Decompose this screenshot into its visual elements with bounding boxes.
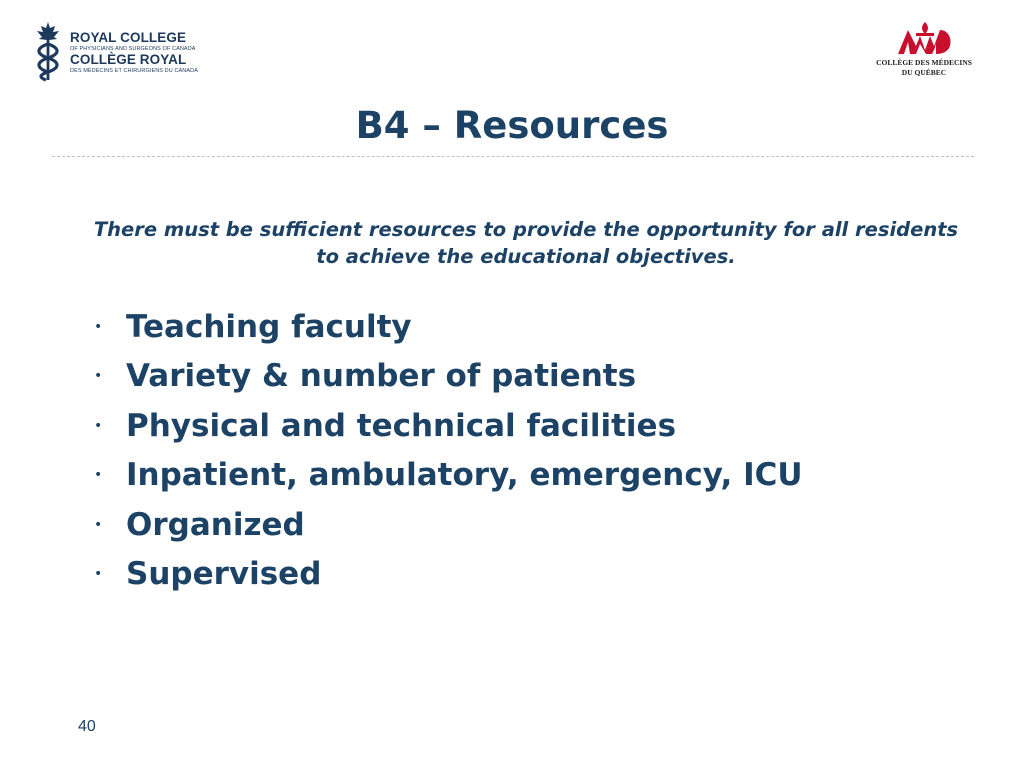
list-item bbox=[94, 302, 803, 352]
cmq-logo bbox=[864, 20, 984, 82]
bullet-text: Variety & number of patients bbox=[126, 358, 637, 395]
bullet-text: Organized bbox=[126, 506, 305, 543]
list-item bbox=[94, 401, 803, 451]
bullet-icon: • bbox=[94, 566, 103, 583]
bullet-list bbox=[94, 302, 803, 599]
bullet-icon: • bbox=[94, 516, 103, 533]
bullet-text: Teaching faculty bbox=[126, 308, 412, 345]
cmq-name-line1: COLLÈGE DES MÉDECINS bbox=[876, 58, 972, 67]
caduceus-maple-leaf-icon bbox=[32, 20, 64, 82]
page-number: 40 bbox=[78, 718, 96, 735]
bullet-icon: • bbox=[94, 318, 103, 335]
royal-college-logo bbox=[32, 20, 202, 84]
bullet-text: Physical and technical facilities bbox=[126, 407, 677, 444]
bullet-icon: • bbox=[94, 417, 103, 434]
bullet-icon: • bbox=[94, 467, 103, 484]
rc-name-fr: COLLÈGE ROYAL bbox=[70, 52, 187, 67]
rc-subname-fr: DES MÉDECINS ET CHIRURGIENS DU CANADA bbox=[70, 68, 198, 74]
bullet-icon: • bbox=[94, 368, 103, 385]
bullet-text: Inpatient, ambulatory, emergency, ICU bbox=[126, 457, 803, 494]
rc-subname-en: OF PHYSICIANS AND SURGEONS OF CANADA bbox=[70, 46, 196, 52]
list-item bbox=[94, 352, 803, 402]
fleur-de-lis-md-icon bbox=[896, 20, 954, 56]
title-divider bbox=[52, 156, 974, 157]
list-item bbox=[94, 451, 803, 501]
slide-title: B4 – Resources bbox=[355, 104, 669, 147]
list-item bbox=[94, 550, 803, 600]
cmq-name-line2: DU QUÉBEC bbox=[901, 68, 947, 77]
list-item bbox=[94, 500, 803, 550]
bullet-text: Supervised bbox=[126, 556, 322, 593]
slide-subtitle: There must be sufficient resources to provide the opportunity for all residents to achieve the educational objectives. bbox=[93, 218, 959, 268]
rc-name-en: ROYAL COLLEGE bbox=[70, 30, 187, 45]
